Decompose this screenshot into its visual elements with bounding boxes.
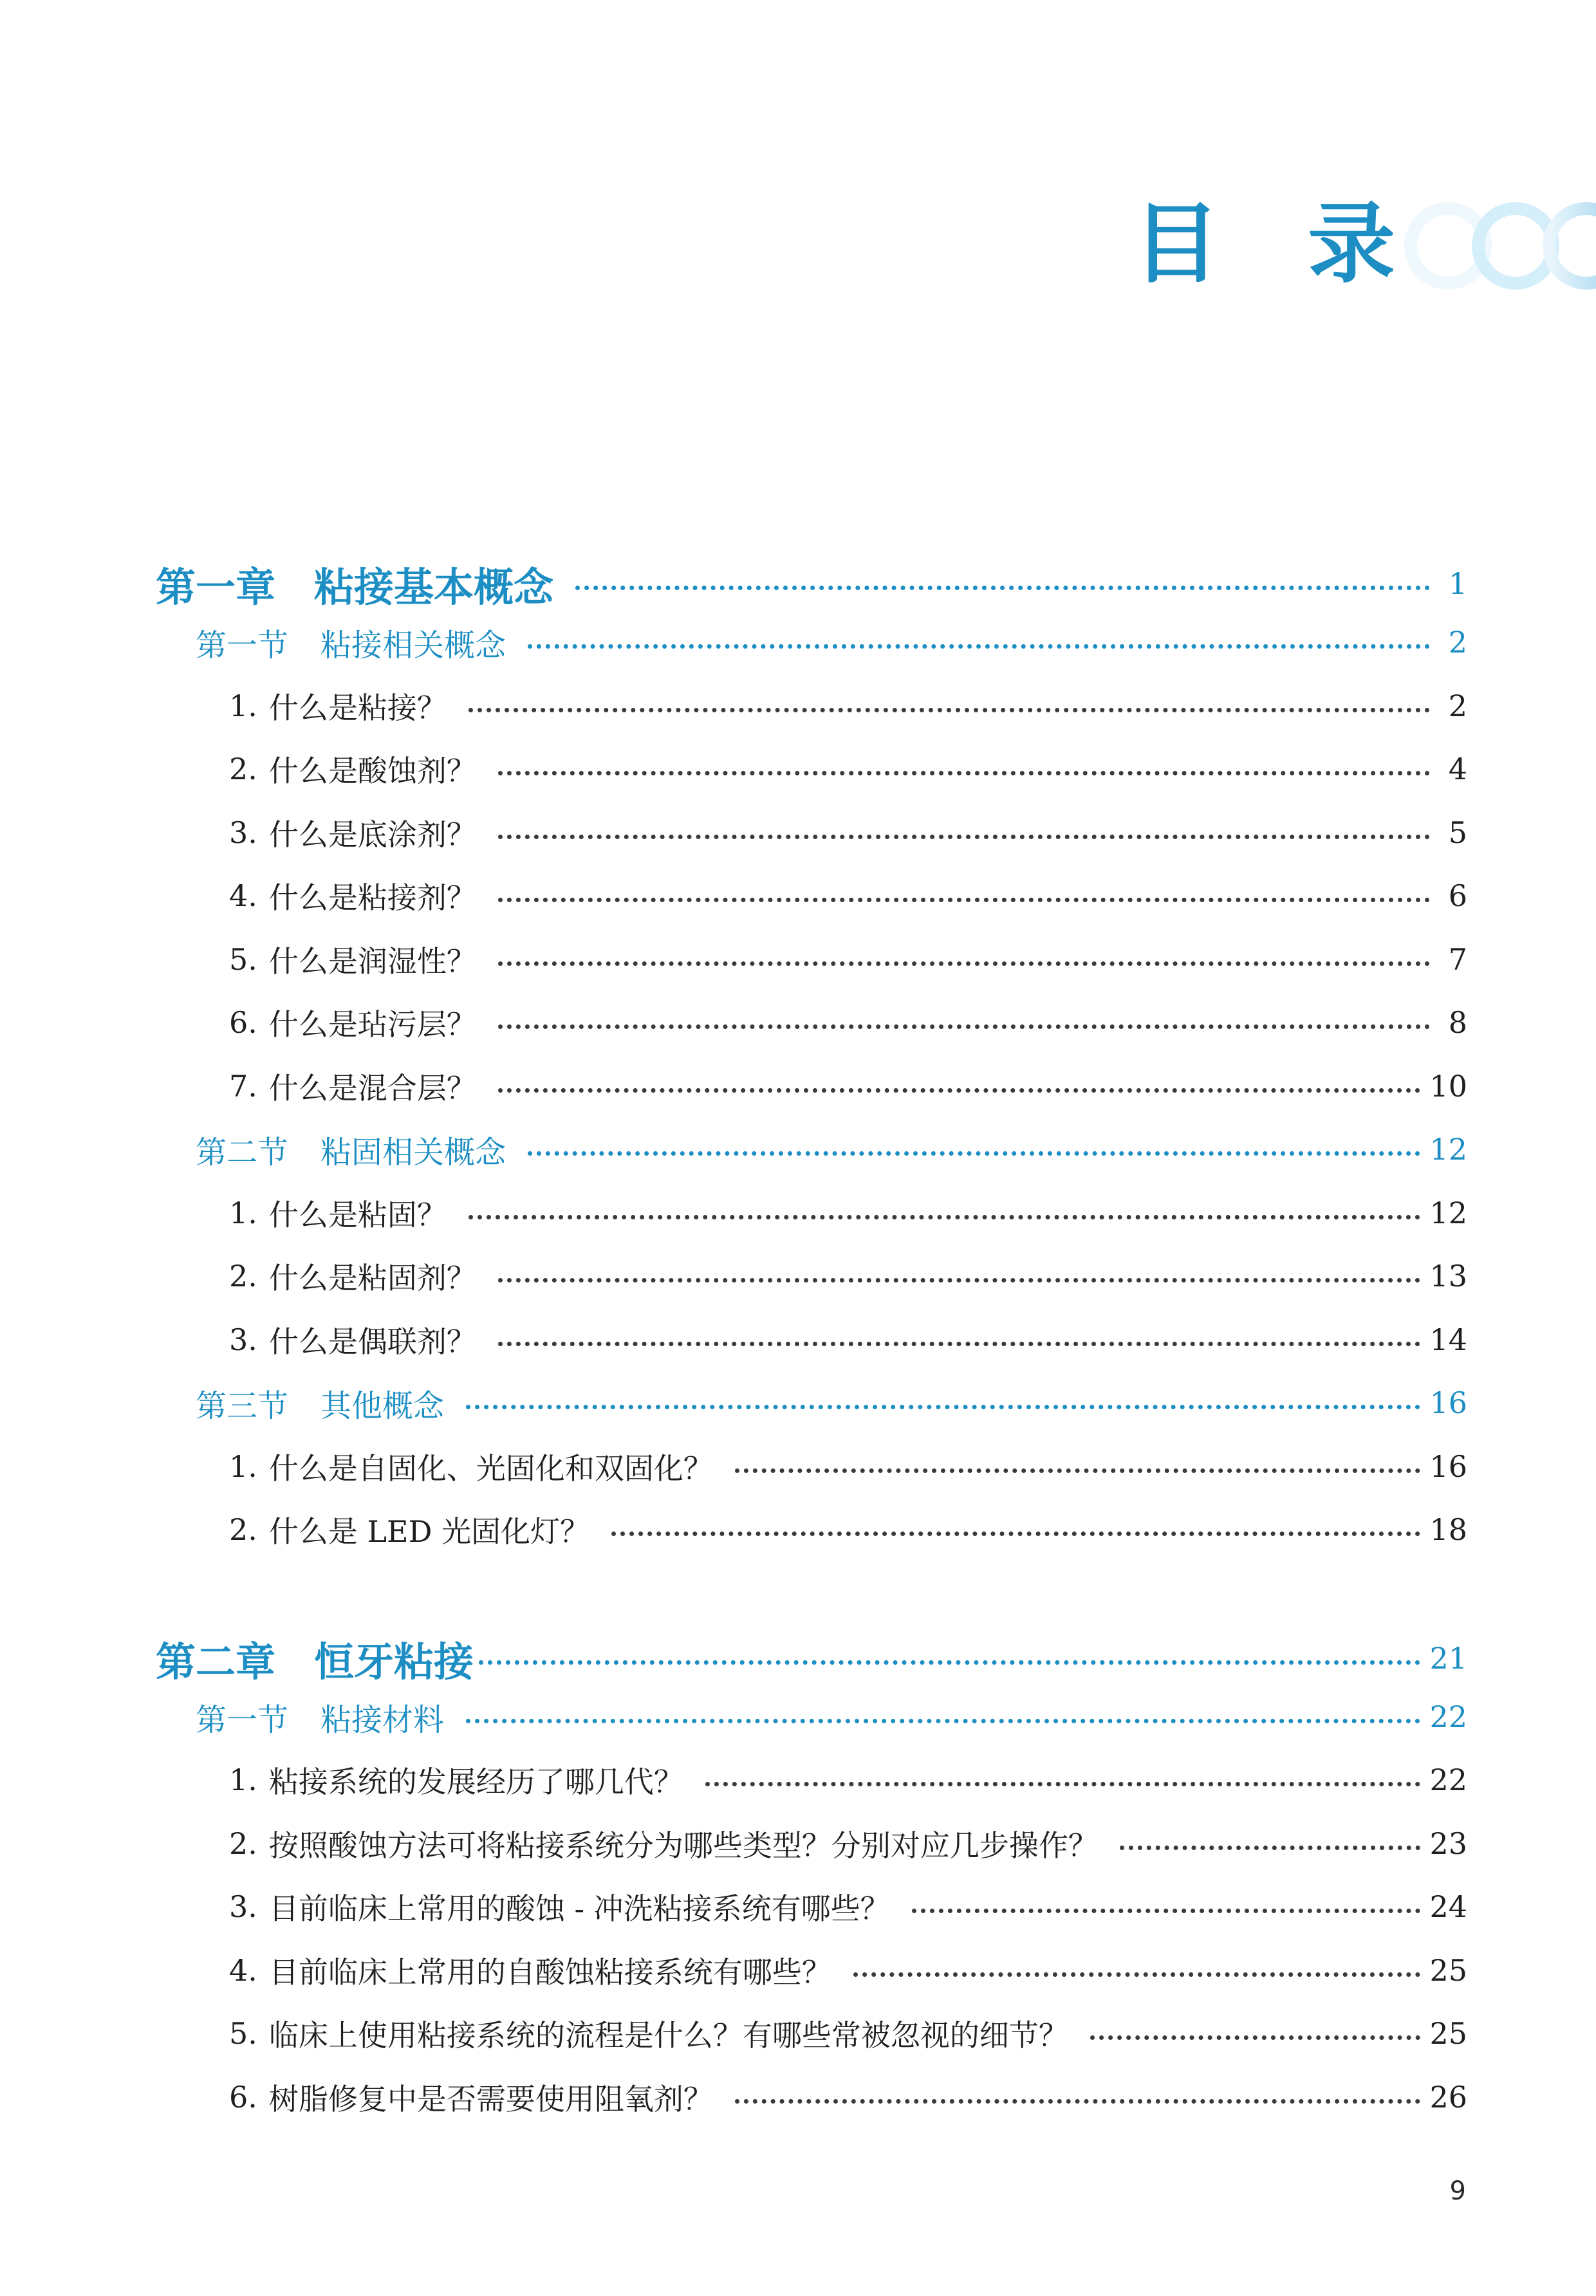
item-title: 按照酸蚀方法可将粘接系统分为哪些类型？分别对应几步操作？ (268, 1828, 1098, 1863)
item-title: 树脂修复中是否需要使用阻氧剂？ (268, 2082, 713, 2116)
section-title: 粘固相关概念 (320, 1134, 506, 1171)
dot-leader (853, 1972, 1421, 1977)
toc-item[interactable] (229, 1503, 1467, 1557)
toc-section-1-1[interactable] (196, 615, 1467, 669)
item-number: 6. (229, 2080, 257, 2115)
page-ref: 12 (1429, 1196, 1467, 1230)
page-ref: 22 (1429, 1699, 1467, 1734)
item-number: 3. (229, 1889, 257, 1924)
item-title: 什么是玷污层？ (268, 1007, 476, 1042)
toc-item[interactable] (229, 742, 1467, 796)
item-title: 什么是粘接？ (268, 690, 447, 725)
dot-leader (498, 1342, 1421, 1346)
chapter-title: 粘接基本概念 (314, 563, 554, 611)
page-ref: 10 (1429, 1069, 1467, 1104)
toc-section-1-3[interactable] (196, 1376, 1467, 1430)
dot-leader (575, 586, 1430, 590)
dot-leader (735, 2099, 1421, 2104)
page-ref: 8 (1448, 1005, 1467, 1040)
item-number: 1. (229, 689, 257, 723)
item-number: 3. (229, 815, 257, 850)
page-ref: 2 (1448, 689, 1467, 723)
section-number: 第一节 (196, 627, 289, 663)
item-number: 7. (229, 1069, 257, 1104)
toc-item[interactable] (229, 869, 1467, 923)
page-number: 9 (1449, 2176, 1466, 2206)
toc-section-1-2[interactable] (196, 1122, 1467, 1176)
item-title: 什么是酸蚀剂？ (268, 754, 476, 788)
page-ref: 7 (1448, 942, 1467, 977)
item-number: 2. (229, 1512, 257, 1547)
dot-leader (912, 1909, 1421, 1913)
section-number: 第二节 (196, 1134, 289, 1171)
toc-item[interactable] (229, 1880, 1467, 1934)
page-ref: 25 (1429, 1953, 1467, 1988)
toc-item[interactable] (229, 2006, 1467, 2060)
page-ref: 23 (1429, 1826, 1467, 1861)
toc-item[interactable] (229, 806, 1467, 860)
section-title: 其他概念 (320, 1387, 445, 1424)
toc-item[interactable] (229, 679, 1467, 733)
dot-leader (498, 835, 1430, 839)
toc-item[interactable] (229, 2070, 1467, 2124)
page-ref: 6 (1448, 878, 1467, 913)
toc-item[interactable] (229, 1943, 1467, 1997)
page-ref: 26 (1429, 2080, 1467, 2115)
item-number: 2. (229, 1826, 257, 1861)
page-ref: 1 (1448, 566, 1467, 601)
item-number: 4. (229, 1953, 257, 1988)
toc-item[interactable] (229, 1313, 1467, 1367)
page-ref: 13 (1429, 1259, 1467, 1293)
page-ref: 2 (1448, 625, 1467, 660)
page-ref: 5 (1448, 815, 1467, 850)
item-title: 什么是润湿性？ (268, 944, 476, 979)
page-ref: 12 (1429, 1132, 1467, 1167)
page-ref: 21 (1429, 1641, 1467, 1676)
toc-chapter-2[interactable] (156, 1629, 1467, 1687)
item-title: 目前临床上常用的自酸蚀粘接系统有哪些？ (268, 1955, 831, 1990)
item-number: 2. (229, 1259, 257, 1293)
dot-leader (498, 898, 1430, 902)
item-title: 粘接系统的发展经历了哪几代？ (268, 1764, 683, 1799)
item-title: 什么是偶联剂？ (268, 1324, 476, 1359)
item-title: 什么是粘固？ (268, 1198, 447, 1232)
item-title: 什么是 LED 光固化灯？ (268, 1514, 590, 1549)
item-number: 1. (229, 1763, 257, 1797)
item-title: 什么是粘固剂？ (268, 1261, 476, 1295)
page-ref: 16 (1429, 1385, 1467, 1420)
item-title: 目前临床上常用的酸蚀 - 冲洗粘接系统有哪些？ (268, 1891, 890, 1926)
item-title: 临床上使用粘接系统的流程是什么？有哪些常被忽视的细节？ (268, 2018, 1068, 2053)
item-number: 6. (229, 1005, 257, 1040)
item-number: 2. (229, 752, 257, 786)
dot-leader (479, 1660, 1420, 1665)
section-number: 第三节 (196, 1387, 289, 1424)
chapter-title: 恒牙粘接 (314, 1638, 474, 1685)
decorative-rings-icon (1403, 187, 1596, 315)
item-number: 3. (229, 1322, 257, 1357)
dot-leader (498, 1278, 1421, 1282)
dot-leader (498, 961, 1430, 966)
item-number: 5. (229, 942, 257, 977)
toc-item[interactable] (229, 1059, 1467, 1113)
toc-section-2-1[interactable] (196, 1690, 1467, 1744)
page-ref: 18 (1429, 1512, 1467, 1547)
dot-leader (735, 1468, 1421, 1473)
toc-chapter-1[interactable] (156, 555, 1467, 613)
toc-item[interactable] (229, 1440, 1467, 1494)
dot-leader (469, 1215, 1421, 1219)
page-ref: 24 (1429, 1889, 1467, 1924)
section-title: 粘接相关概念 (320, 627, 506, 663)
toc-item[interactable] (229, 1186, 1467, 1240)
dot-leader (498, 771, 1430, 775)
item-number: 1. (229, 1449, 257, 1484)
item-title: 什么是底涂剂？ (268, 817, 476, 852)
page-ref: 14 (1429, 1322, 1467, 1357)
item-number: 1. (229, 1196, 257, 1230)
item-title: 什么是自固化、光固化和双固化？ (268, 1451, 713, 1486)
dot-leader (528, 644, 1430, 649)
page-ref: 22 (1429, 1763, 1467, 1797)
item-title: 什么是混合层？ (268, 1071, 476, 1106)
section-title: 粘接材料 (320, 1701, 445, 1738)
toc-item[interactable] (229, 1249, 1467, 1303)
page-ref: 25 (1429, 2016, 1467, 2051)
dot-leader (466, 1719, 1420, 1723)
toc-item[interactable] (229, 1817, 1467, 1871)
dot-leader (705, 1782, 1421, 1786)
toc-item[interactable] (229, 995, 1467, 1050)
title-block (1133, 187, 1596, 315)
toc-item[interactable] (229, 1753, 1467, 1807)
section-number: 第一节 (196, 1701, 289, 1738)
dot-leader (1090, 2035, 1421, 2040)
item-title: 什么是粘接剂？ (268, 880, 476, 915)
chapter-number: 第一章 (156, 563, 276, 611)
item-number: 4. (229, 878, 257, 913)
dot-leader (611, 1532, 1420, 1536)
dot-leader (528, 1151, 1420, 1156)
chapter-number: 第二章 (156, 1638, 276, 1685)
page-title: 目 录 (1133, 194, 1395, 295)
dot-leader (498, 1088, 1421, 1093)
dot-leader (466, 1405, 1420, 1409)
dot-leader (469, 708, 1430, 712)
page-ref: 4 (1448, 752, 1467, 786)
item-number: 5. (229, 2016, 257, 2051)
toc-item[interactable] (229, 932, 1467, 986)
page-ref: 16 (1429, 1449, 1467, 1484)
dot-leader (498, 1024, 1430, 1029)
dot-leader (1120, 1846, 1421, 1850)
